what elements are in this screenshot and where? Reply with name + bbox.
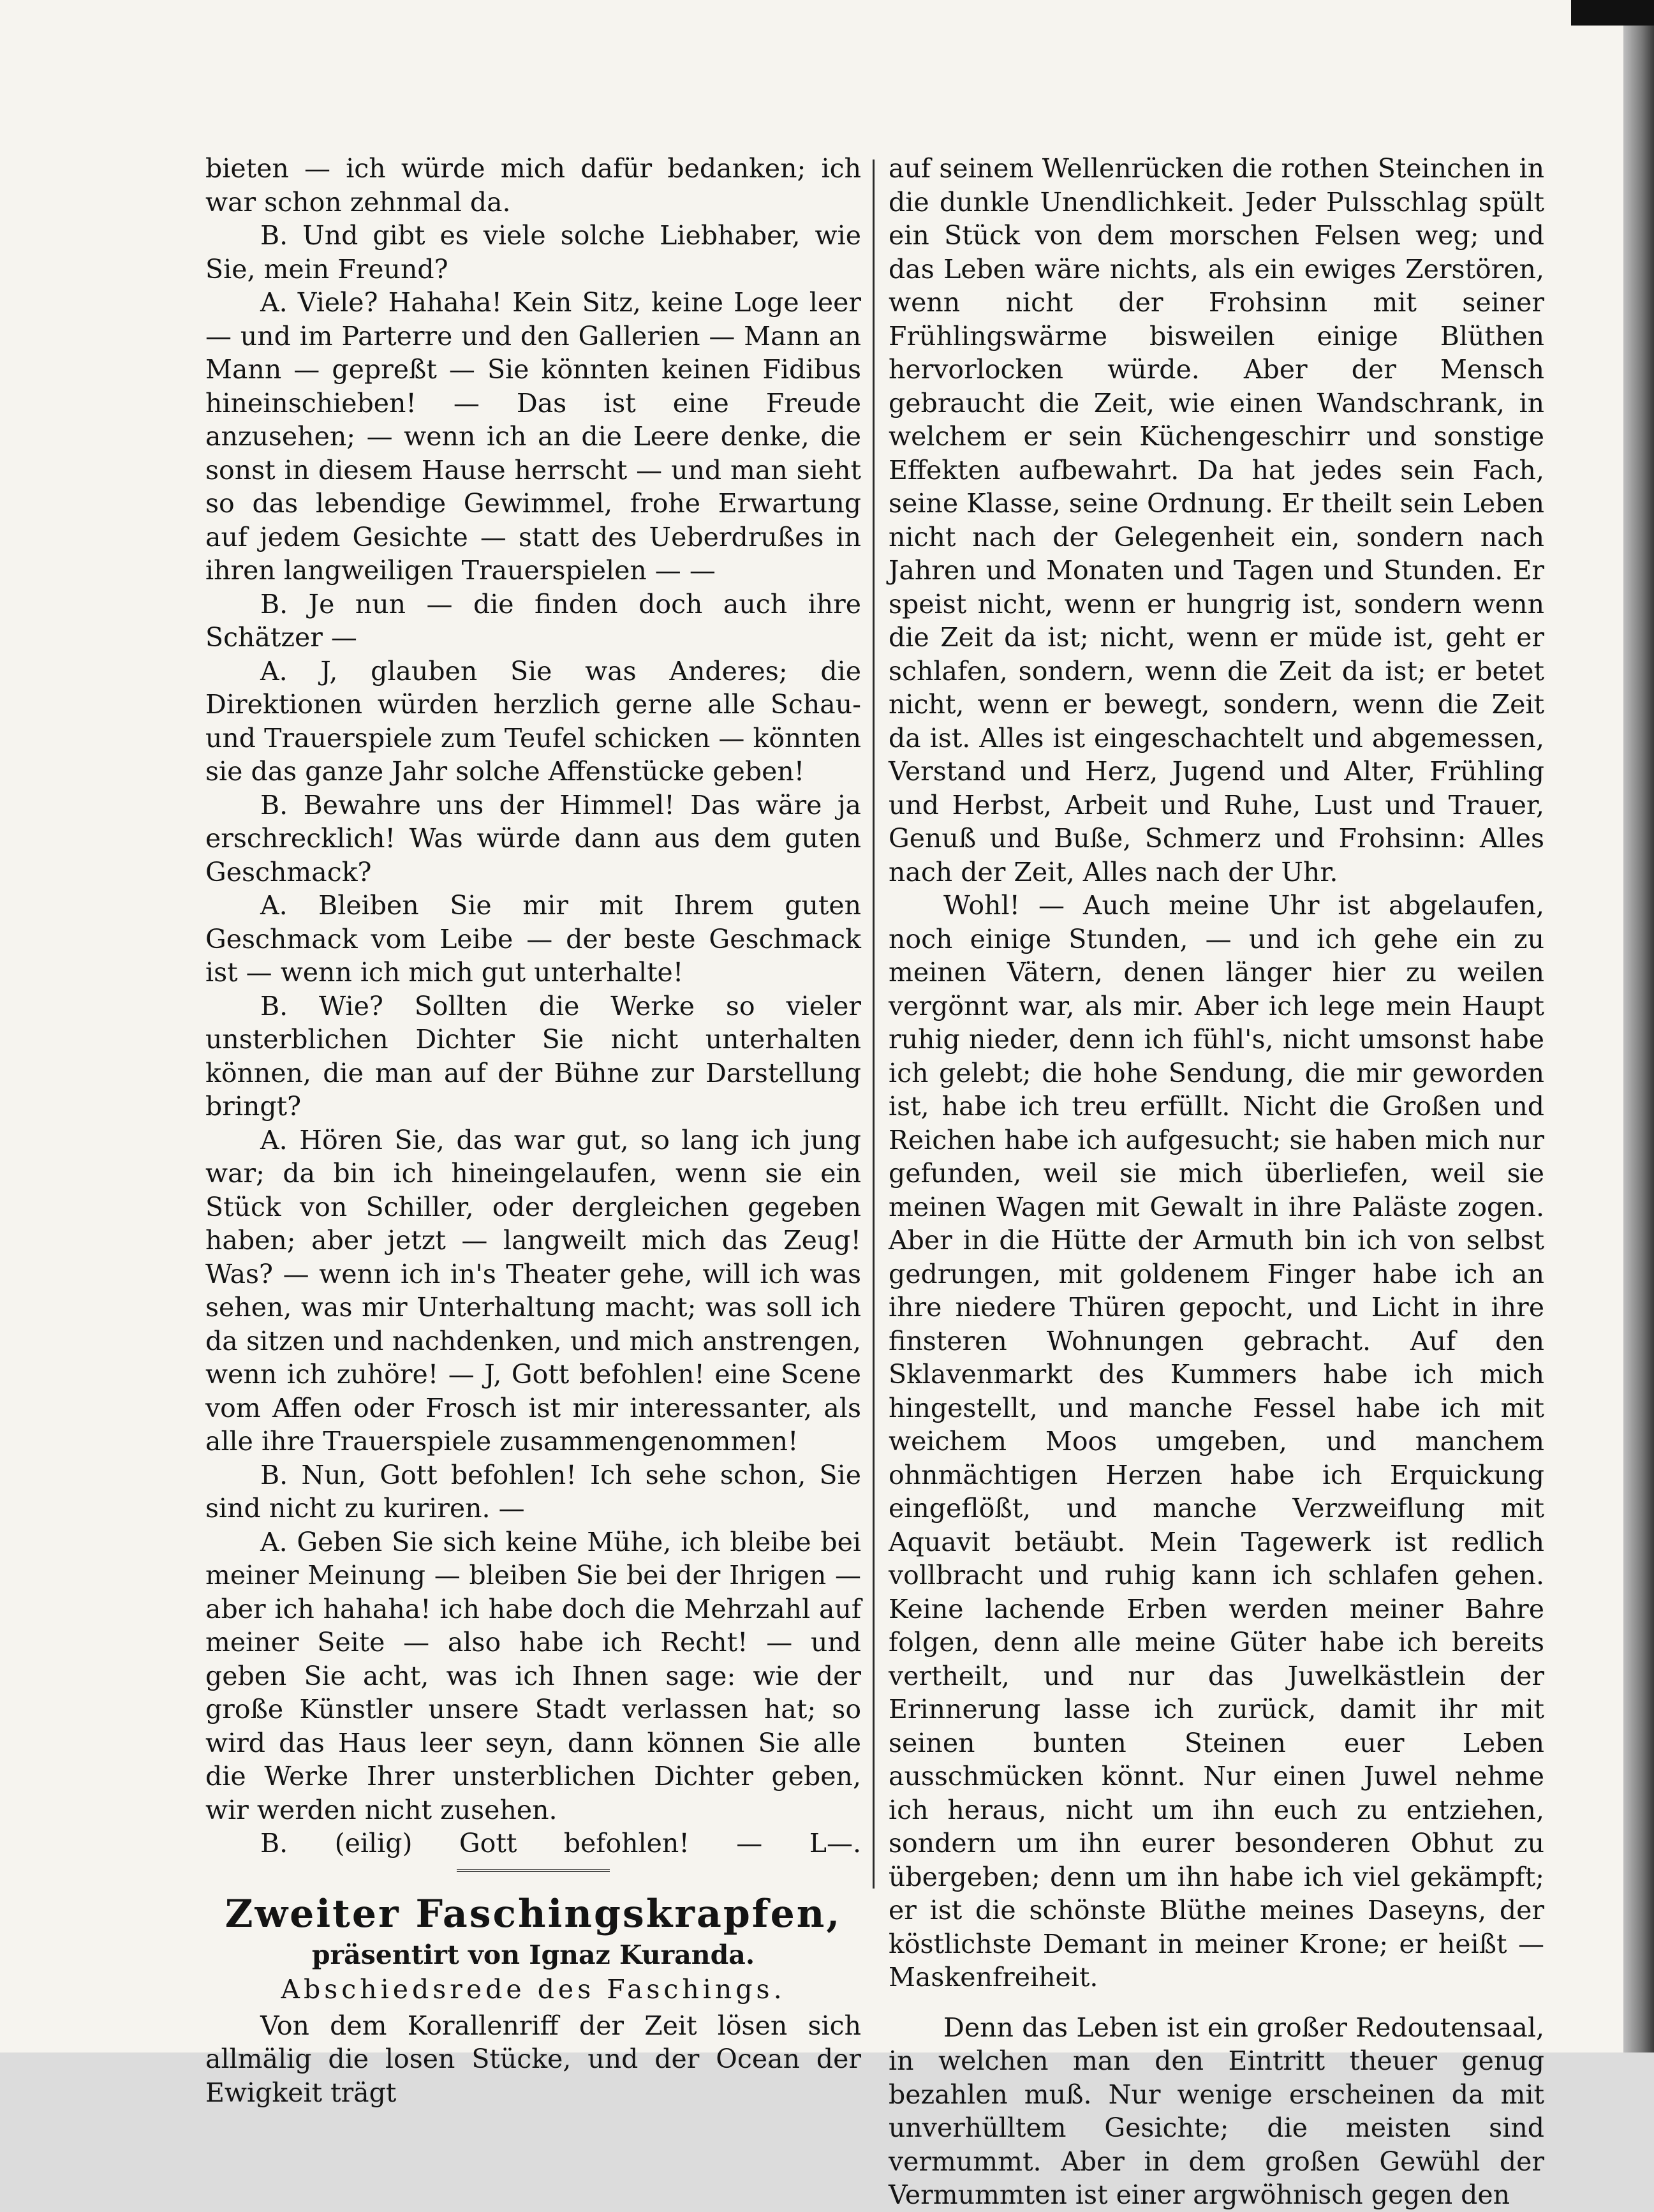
article-byline: präsentirt von Ignaz Kuranda. [311,1939,755,1970]
dialogue-line: A. Geben Sie sich keine Mühe, ich bleibe bei meiner Meinung — bleiben Sie bei der Ihrigen — aber ich hahaha! ich habe doch die Mehrzahl auf meiner Seite — also habe ich Recht! — und geben Sie acht, was ich Ihnen sage: wie der große Künstler unsere Stadt verlassen hat; so wird das Haus leer seyn, dann können Sie alle die Werke Ihrer unsterblichen Dichter geben, wir werden nicht zusehen. [205,1526,861,1825]
dialogue-line: B. Und gibt es viele solche Liebhaber, wie Sie, mein Freund? [205,220,861,285]
article-subtitle: Abschiedsrede des Faschings. [281,1973,786,2005]
closing-line [205,1827,861,1860]
section-divider [457,1869,610,1874]
author-signature: L—. [809,1828,861,1859]
dialogue-line: A. Bleiben Sie mir mit Ihrem guten Geschmack vom Leibe — der beste Geschmack ist — wenn ich mich gut unterhalte! [205,890,861,988]
dialogue-line: B. Bewahre uns der Himmel! Das wäre ja erschrecklich! Was würde dann aus dem guten Geschmack? [205,789,861,887]
dialogue-line: A. Hören Sie, das war gut, so lang ich jung war; da bin ich hineingelaufen, wenn sie ein Stück von Schiller, oder dergleichen gegeben haben; aber jetzt — langweilt mich das Zeug! Was? — wenn ich in's Theater gehe, will ich was sehen, was mir Unterhaltung macht; was soll ich da sitzen und nachdenken, und mich anstrengen, wenn ich zuhöre! — J, Gott befohlen! eine Scene vom Affen oder Frosch ist mir interessanter, als alle ihre Trauerspiele zusammengenommen! [205,1124,861,1457]
dialogue-line: A. J, glauben Sie was Anderes; die Direktionen würden herzlich gerne alle Schau- und Trauerspiele zum Teufel schicken — könnten sie das ganze Jahr solche Affenstücke geben! [205,655,861,787]
dialogue-line: A. Viele? Hahaha! Kein Sitz, keine Loge leer — und im Parterre und den Gallerien — Mann an Mann — gepreßt — Sie könnten keinen Fidibus hineinschieben! — Das ist eine Freude anzusehen; — wenn ich an die Leere denke, die sonst in diesem Hause herrscht — und man sieht so das lebendige Gewimmel, frohe Erwartung auf jedem Gesichte — statt des Ueberdrußes in ihren langweiligen Trauerspielen — — [205,287,861,586]
article-title: Zweiter Faschingskrapfen, [225,1891,842,1936]
book-spine-edge [1623,0,1654,2052]
right-column [889,152,1544,2212]
page-corner-shadow [1571,0,1654,26]
closing-speaker: B. (eilig) Gott befohlen! — [260,1828,763,1859]
paragraph: Von dem Korallenriff der Zeit lösen sich allmälig die losen Stücke, und der Ocean der Ewigkeit trägt [205,2010,861,2108]
dialogue-line: B. Wie? Sollten die Werke so vieler unsterblichen Dichter Sie nicht unterhalten können, die man auf der Bühne zur Darstellung bringt? [205,990,861,1122]
dialogue-line: B. Je nun — die finden doch auch ihre Schätzer — [205,588,861,653]
paragraph: Wohl! — Auch meine Uhr ist abgelaufen, noch einige Stunden, — und ich gehe ein zu meinen Vätern, denen länger hier zu weilen vergönnt war, als mir. Aber ich lege mein Haupt ruhig nieder, denn ich fühl's, nicht umsonst habe ich gelebt; die hohe Sendung, die mir geworden ist, habe ich treu erfüllt. Nicht die Großen und Reichen habe ich aufgesucht; sie haben mich nur gefunden, weil sie mich überliefen, weil sie meinen Wagen mit Gewalt in ihre Paläste zogen. Aber in die Hütte der Armuth bin ich von selbst gedrungen, mit goldenem Finger habe ich an ihre niedere Thüren gepocht, und Licht in ihre finsteren Wohnungen gebracht. Auf den Sklavenmarkt des Kummers habe ich mich hingestellt, und manche Fessel habe ich mit weichem Moos umgeben, und manchem ohnmächtigen Herzen habe ich Erquickung eingeflößt, und manche Verzweiflung mit Aquavit betäubt. Mein Tagewerk ist redlich vollbracht und ruhig kann ich schlafen gehen. Keine lachende Erben werden meiner Bahre folgen, denn alle meine Güter habe ich bereits vertheilt, und nur das Juwelkästlein der Erinnerung lasse ich zurück, damit ihr mit seinen bunten Steinen euer Leben ausschmücken könnt. Nur einen Juwel nehme ich heraus, nicht um ihn euch zu entziehen, sondern um ihn eurer besonderen Obhut zu übergeben; denn um ihn habe ich viel gekämpft; er ist die schönste Blüthe meines Daseyns, der köstlichste Demant in meiner Krone; er heißt — Maskenfreiheit. [889,890,1544,1993]
paragraph: Denn das Leben ist ein großer Redoutensaal, in welchen man den Eintritt theuer genug bezahlen muß. Nur wenige erscheinen da mit unverhülltem Gesichte; die meisten sind vermummt. Aber in dem großen Gewühl der Vermummten ist einer argwöhnisch gegen den [889,2012,1544,2210]
paragraph: auf seinem Wellenrücken die rothen Steinchen in die dunkle Unendlichkeit. Jeder Pulsschlag spült ein Stück von dem morschen Felsen weg; und das Leben wäre nichts, als ein ewiges Zerstören, wenn nicht der Frohsinn mit seiner Frühlingswärme bisweilen einige Blüthen hervorlocken würde. Aber der Mensch gebraucht die Zeit, wie einen Wandschrank, in welchem er sein Küchengeschirr und sonstige Effekten aufbewahrt. Da hat jedes sein Fach, seine Klasse, seine Ordnung. Er theilt sein Leben nicht nach der Gelegenheit ein, sondern nach Jahren und Monaten und Tagen und Stunden. Er speist nicht, wenn er hungrig ist, sondern wenn die Zeit da ist; nicht, wenn er müde ist, geht er schlafen, sondern, wenn die Zeit da ist; er betet nicht, wenn er bewegt, sondern, wenn die Zeit da ist. Alles ist eingeschachtelt und abgemessen, Verstand und Herz, Jugend und Alter, Frühling und Herbst, Arbeit und Ruhe, Lust und Trauer, Genuß und Buße, Schmerz und Frohsinn: Alles nach der Zeit, Alles nach der Uhr. [889,153,1544,887]
left-column [205,152,861,2109]
dialogue-line: B. Nun, Gott befohlen! Ich sehe schon, Sie sind nicht zu kuriren. — [205,1459,861,1524]
column-divider [873,160,875,1889]
paragraph: bieten — ich würde mich dafür bedanken; ich war schon zehnmal da. [205,153,861,218]
paragraph-gap [889,1994,1544,2011]
